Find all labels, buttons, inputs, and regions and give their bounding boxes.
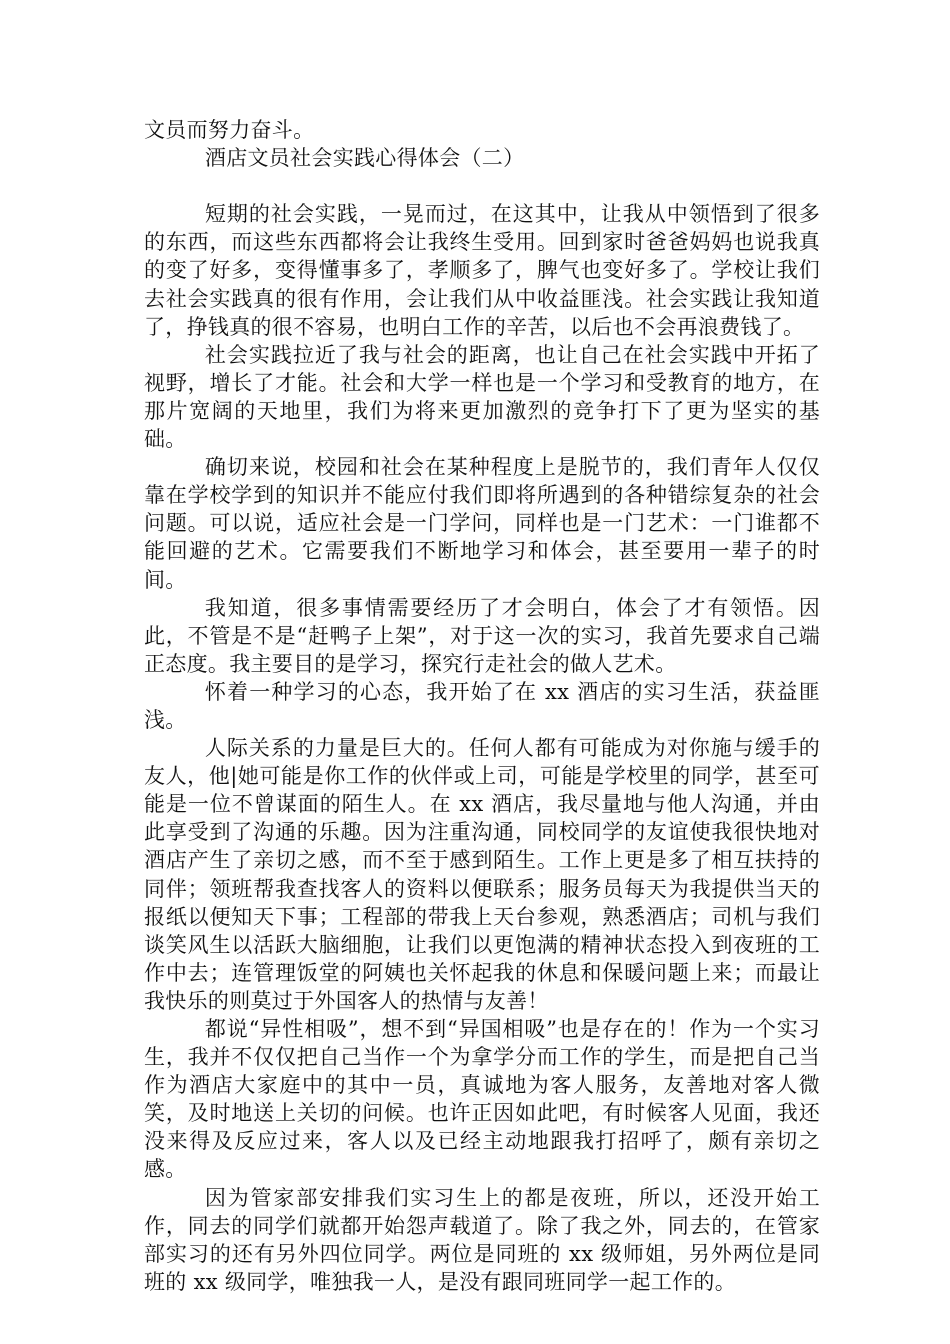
paragraph: 短期的社会实践，一晃而过，在这其中，让我从中领悟到了很多的东西，而这些东西都将会让我终生受用。回到家时爸爸妈妈也说我真的变了好多，变得懂事多了，孝顺多了，脾气也变好多了。学校让我们去社会实践真的很有作用，会让我们从中收益匪浅。社会实践让我知道了，挣钱真的很不容易，也明白工作的辛苦，以后也不会再浪费钱了。 (144, 202, 820, 339)
paragraph: 怀着一种学习的心态，我开始了在 xx 酒店的实习生活，获益匪浅。 (144, 679, 820, 732)
paragraph: 因为管家部安排我们实习生上的都是夜班，所以，还没开始工作，同去的同学们就都开始怨声载道了。除了我之外，同去的，在管家部实习的还有另外四位同学。两位是同班的 xx 级师姐，另外两位是同班的 xx 级同学，唯独我一人，是没有跟同班同学一起工作的。 (144, 1185, 820, 1294)
document-page (144, 116, 820, 1296)
paragraph: 我知道，很多事情需要经历了才会明白，体会了才有领悟。因此，不管是不是“赶鸭子上架”，对于这一次的实习，我首先要求自己端正态度。我主要目的是学习，探究行走社会的做人艺术。 (144, 595, 820, 676)
paragraph: 确切来说，校园和社会在某种程度上是脱节的，我们青年人仅仅靠在学校学到的知识并不能应付我们即将所遇到的各种错综复杂的社会问题。可以说，适应社会是一门学问，同样也是一门艺术：一门谁都不能回避的艺术。它需要我们不断地学习和体会，甚至要用一辈子的时间。 (144, 455, 820, 592)
paragraph-continuation: 文员而努力奋斗。 (144, 118, 315, 142)
paragraph: 都说“异性相吸”，想不到“异国相吸”也是存在的！作为一个实习生，我并不仅仅把自己当作一个为拿学分而工作的学生，而是把自己当作为酒店大家庭中的其中一员，真诚地为客人服务，友善地对客人微笑，及时地送上关切的问候。也许正因如此吧，有时候客人见面，我还没来得及反应过来，客人以及已经主动地跟我打招呼了，颇有亲切之感。 (144, 1017, 820, 1182)
paragraph: 人际关系的力量是巨大的。任何人都有可能成为对你施与缓手的友人，他|她可能是你工作的伙伴或上司，可能是学校里的同学，甚至可能是一位不曾谋面的陌生人。在 xx 酒店，我尽量地与他人沟通，并由此享受到了沟通的乐趣。因为注重沟通，同校同学的友谊使我很快地对酒店产生了亲切之感，而不至于感到陌生。工作上更是多了相互扶持的同伴；领班帮我查找客人的资料以便联系；服务员每天为我提供当天的报纸以便知天下事；工程部的带我上天台参观，熟悉酒店；司机与我们谈笑风生以活跃大脑细胞，让我们以更饱满的精神状态投入到夜班的工作中去；连管理饭堂的阿姨也关怀起我的休息和保暖问题上来；而最让我快乐的则莫过于外国客人的热情与友善！ (144, 736, 820, 1013)
section-title: 酒店文员社会实践心得体会（二） (204, 146, 525, 171)
paragraph: 社会实践拉近了我与社会的距离，也让自己在社会实践中开拓了视野，增长了才能。社会和大学一样也是一个学习和受教育的地方，在那片宽阔的天地里，我们为将来更加激烈的竞争打下了更为坚实的基础。 (144, 342, 820, 452)
blank-line (144, 172, 820, 200)
